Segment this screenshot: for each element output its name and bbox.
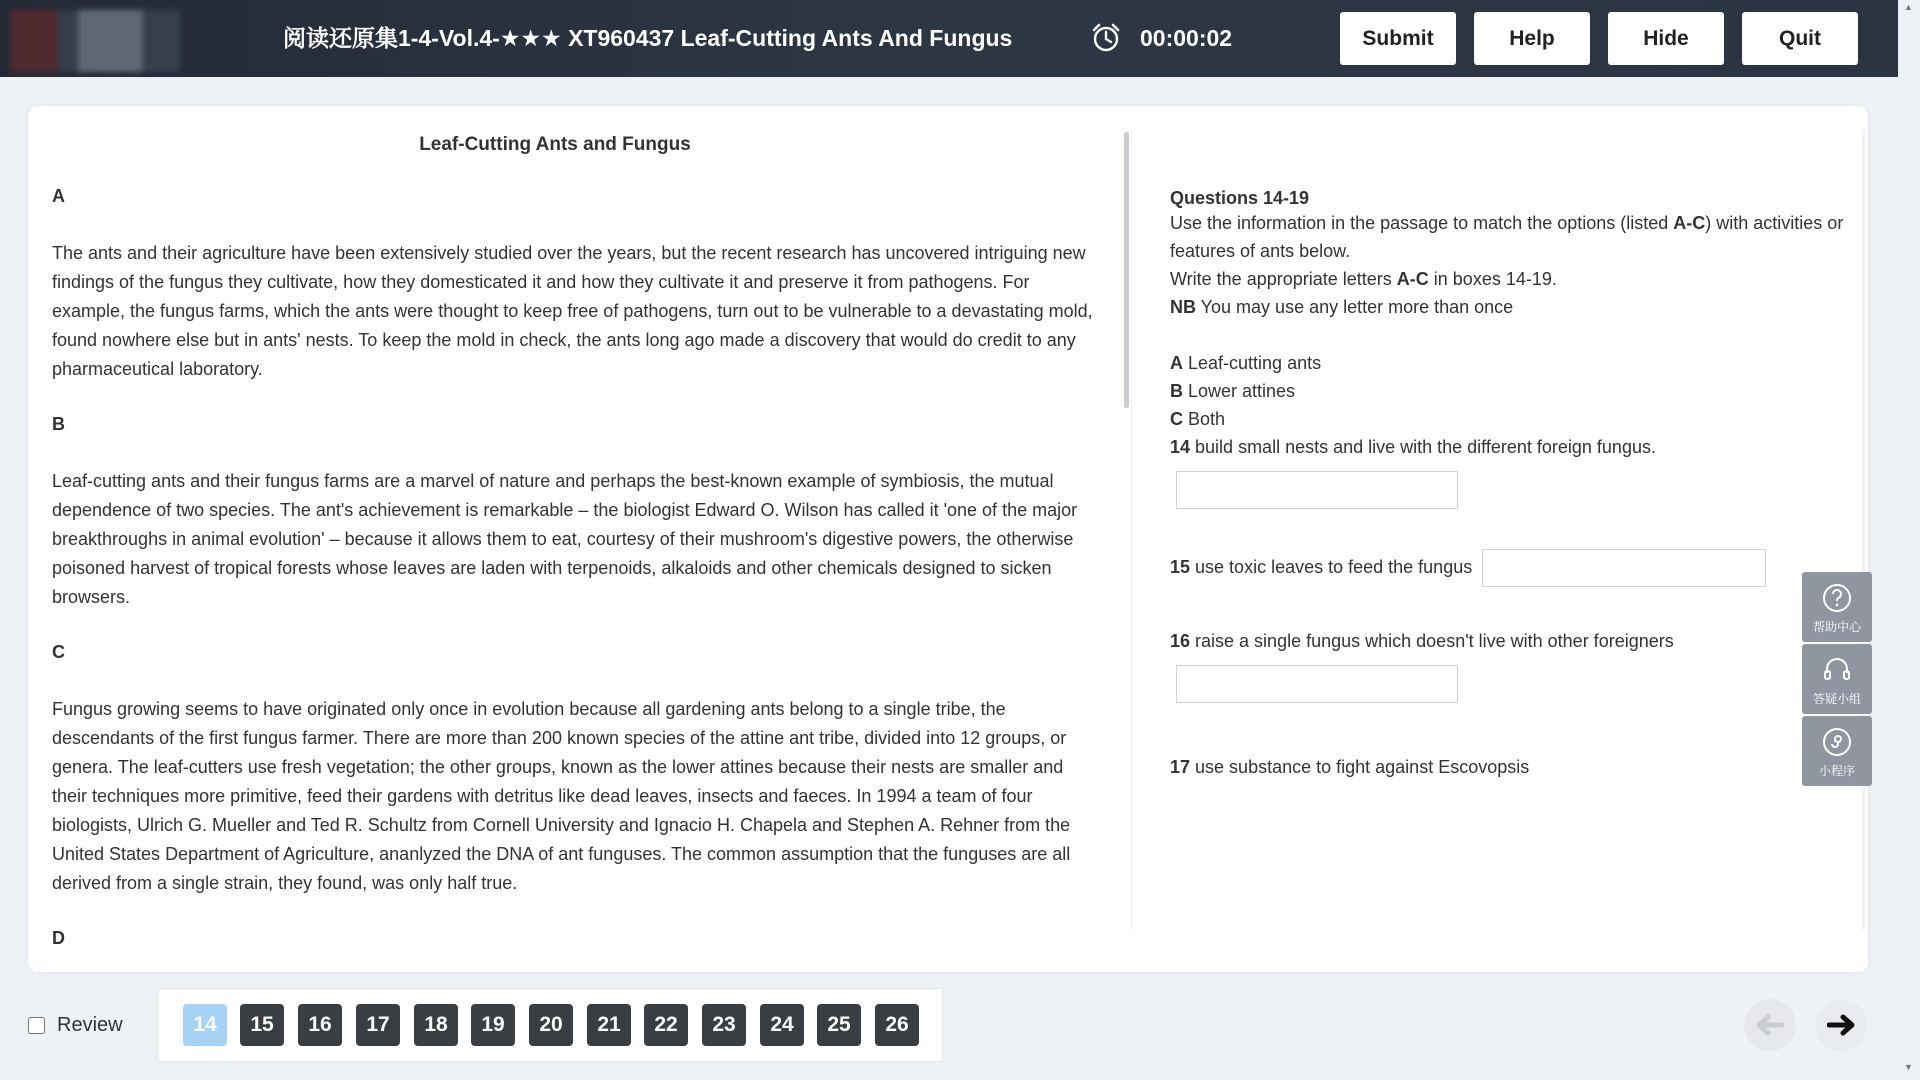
option-b: B Lower attines — [1170, 381, 1296, 401]
mini-program-icon — [1821, 726, 1853, 758]
questions-scrollbar-track[interactable] — [1862, 130, 1865, 930]
instruction-nb: NB You may use any letter more than once — [1170, 297, 1514, 317]
sidetool-label: 答疑小组 — [1812, 692, 1861, 706]
questions-panel[interactable] — [1170, 106, 1850, 972]
answer-input-14[interactable] — [1176, 471, 1458, 509]
review-label: Review — [57, 1014, 123, 1036]
question-nav-19[interactable]: 19 — [471, 1004, 515, 1046]
help-button[interactable]: Help — [1474, 12, 1590, 65]
quit-button[interactable]: Quit — [1742, 12, 1858, 65]
timer: 00:00:02 — [1140, 25, 1233, 51]
question-nav-18[interactable]: 18 — [414, 1004, 458, 1046]
question-nav-23[interactable]: 23 — [702, 1004, 746, 1046]
paragraph-text: Fungus growing seems to have originated only once in evolution because all gardening ants belong to a single tribe, the descendants of the first fungus farmer. There are more than 200 known species of the attine ant tribe, divided into 12 groups, or genera. The leaf-cutters use fresh vegetation; the other groups, known as the lower attines because their nests are smaller and their techniques more primitive, feed their gardens with detritus like dead leaves, insects and faeces. In 1994 a team of four biologists, Ulrich G. Mueller and Ted R. Schultz from Cornell University and Ignacio H. Chapela and Stephen A. Rehner from the United States Department of Agriculture, ananlyzed the DNA of ant funguses. The common assumption that the funguses are all derived from a single strain, they found, was only half true. — [52, 699, 1071, 893]
hide-button[interactable]: Hide — [1608, 12, 1724, 65]
question-nav-22[interactable]: 22 — [644, 1004, 688, 1046]
paragraph-letter: B — [52, 414, 65, 434]
arrow-left-icon — [1756, 1014, 1784, 1036]
question-14: 14 build small nests and live with the different foreign fungus. — [1170, 437, 1656, 457]
review-toggle[interactable] — [28, 1014, 123, 1037]
sidetool-label: 小程序 — [1818, 764, 1855, 778]
alarm-clock-icon — [1090, 22, 1122, 54]
option-c: C Both — [1170, 409, 1226, 429]
paragraph-text: The ants and their agriculture have been extensively studied over the years, but the recent research has uncovered intriguing new findings of the fungus they cultivate, how they domesticated it and how they cultivate it and preserve it from pathogens. For example, the fungus farms, which the ants were thought to keep free of pathogens, turn out to be vulnerable to a devastating mold, found nowhere else but in ants' nests. To keep the mold in check, the ants long ago made a discovery that would do credit to any pharmaceutical laboratory. — [52, 243, 1093, 379]
headset-icon — [1821, 654, 1853, 686]
question-nav-15[interactable]: 15 — [240, 1004, 284, 1046]
passage-panel[interactable] — [28, 106, 1122, 972]
passage-title: Leaf-Cutting Ants and Fungus — [419, 134, 691, 155]
question-nav-14[interactable]: 14 — [183, 1004, 227, 1046]
review-checkbox[interactable] — [28, 1017, 45, 1034]
logo — [10, 10, 180, 72]
previous-button[interactable] — [1744, 999, 1796, 1051]
page-scroll-up-arrow[interactable]: ▲ — [1904, 2, 1913, 12]
question-nav-26[interactable]: 26 — [875, 1004, 919, 1046]
questions-heading: Questions 14-19 — [1170, 188, 1310, 208]
question-nav-24[interactable]: 24 — [760, 1004, 804, 1046]
arrow-right-icon — [1827, 1014, 1855, 1036]
qa-group-button[interactable] — [1802, 644, 1872, 714]
paragraph-letter: D — [52, 928, 65, 948]
option-a: A Leaf-cutting ants — [1170, 353, 1322, 373]
question-nav-17[interactable]: 17 — [356, 1004, 400, 1046]
mini-program-button[interactable] — [1802, 716, 1872, 786]
answer-input-15[interactable] — [1482, 549, 1766, 587]
paragraph-letter: A — [52, 186, 65, 206]
sidetool-label: 帮助中心 — [1812, 620, 1861, 634]
panel-divider[interactable] — [1131, 130, 1132, 930]
page-scroll-down-arrow[interactable]: ▼ — [1904, 1062, 1913, 1072]
question-nav-25[interactable]: 25 — [817, 1004, 861, 1046]
paragraph-text: Leaf-cutting ants and their fungus farms are a marvel of nature and perhaps the best-known example of symbiosis, the mutual dependence of two species. The ant's achievement is remarkable – the biologist Edward O. Wilson has called it 'one of the major breakthroughs in animal evolution' – because it allows them to eat, courtesy of their mushroom's digestive powers, the otherwise poisoned harvest of tropical forests whose leaves are laden with terpenoids, alkaloids and other chemicals designed to sicken browsers. — [52, 471, 1078, 607]
test-title: 阅读还原集1-4-Vol.4-★★★ XT960437 Leaf-Cutting Ants And Fungus — [283, 25, 1013, 51]
instruction-match: Use the information in the passage to match the options (listed A-C) with activities or features of ants below. — [1170, 213, 1844, 261]
help-center-button[interactable] — [1802, 572, 1872, 642]
question-nav-20[interactable]: 20 — [529, 1004, 573, 1046]
instruction-write: Write the appropriate letters A-C in boxes 14-19. — [1170, 269, 1557, 289]
submit-button[interactable]: Submit — [1340, 12, 1456, 65]
question-16: 16 raise a single fungus which doesn't live with other foreigners — [1170, 631, 1674, 651]
question-nav-16[interactable]: 16 — [298, 1004, 342, 1046]
help-circle-icon — [1821, 582, 1853, 614]
question-nav-21[interactable]: 21 — [587, 1004, 631, 1046]
top-bar — [0, 0, 1898, 77]
question-15: 15 use toxic leaves to feed the fungus — [1170, 549, 1850, 587]
question-navigator — [157, 988, 943, 1062]
paragraph-letter: C — [52, 642, 65, 662]
passage-scrollbar[interactable] — [1124, 132, 1129, 408]
question-17: 17 use substance to fight against Escovopsis — [1170, 757, 1530, 777]
next-button[interactable] — [1815, 999, 1867, 1051]
answer-input-16[interactable] — [1176, 665, 1458, 703]
